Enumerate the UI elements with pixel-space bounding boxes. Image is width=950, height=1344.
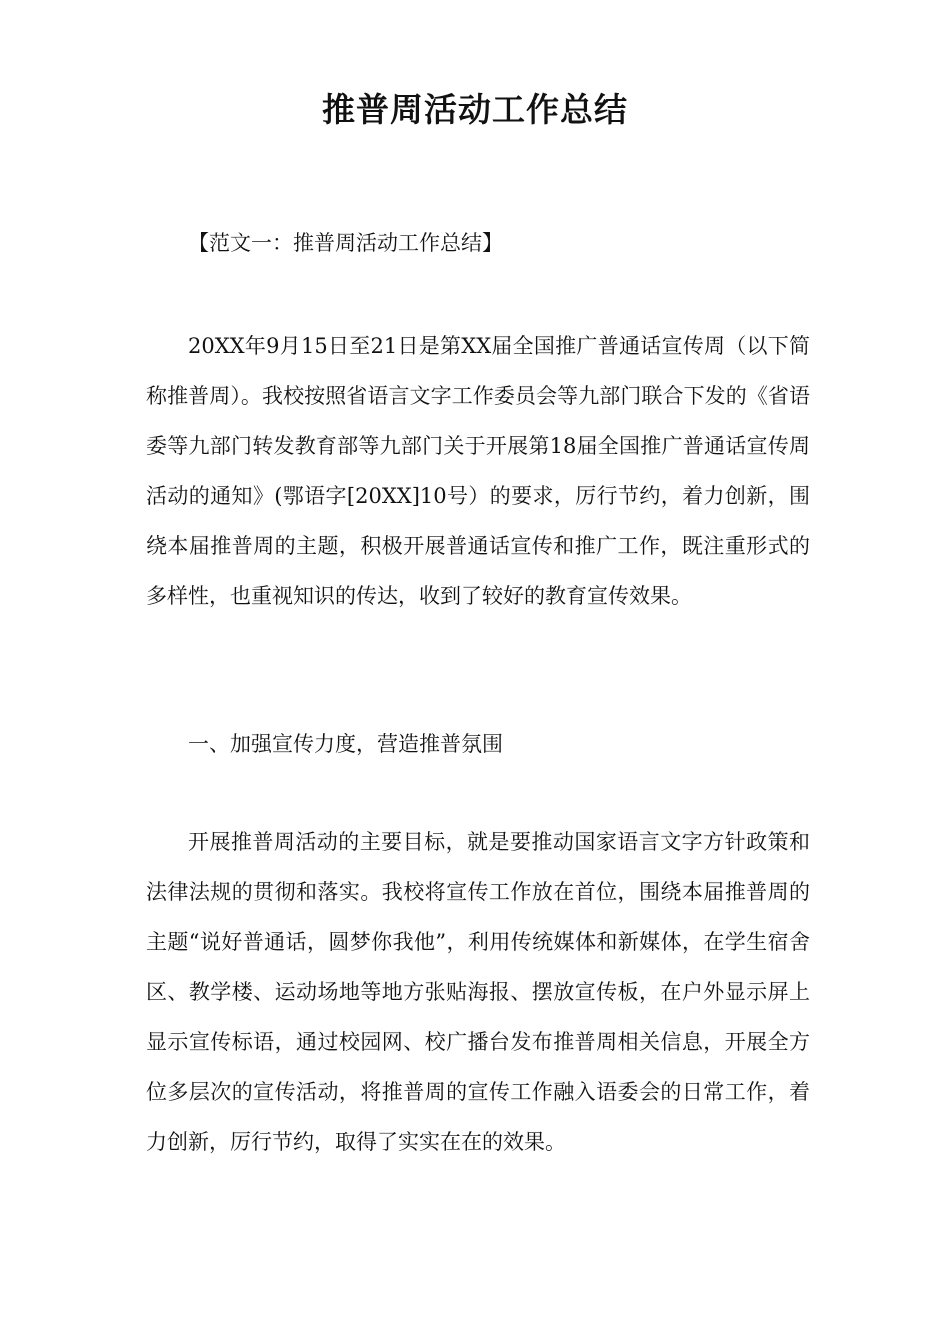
- section-label: 【范文一：推普周活动工作总结】: [188, 231, 503, 255]
- intro-paragraph: 20XX年9月15日至21日是第XX届全国推广普通话宣传周（以下简称推普周）。我校按照省语言文字工作委员会等九部门联合下发的《省语委等九部门转发教育部等九部门关于开展第18届全国推广普通话宣传周活动的通知》(鄂语字[20XX]10号）的要求，厉行节约，着力创新，围绕本届推普周的主题，积极开展普通话宣传和推广工作，既注重形式的多样性，也重视知识的传达，收到了较好的教育宣传效果。: [146, 334, 810, 608]
- section-heading-one: 一、加强宣传力度，营造推普氛围: [188, 732, 503, 756]
- paragraph-one: 开展推普周活动的主要目标，就是要推动国家语言文字方针政策和法律法规的贯彻和落实。我校将宣传工作放在首位，围绕本届推普周的主题“说好普通话，圆梦你我他”，利用传统媒体和新媒体，在学生宿舍区、教学楼、运动场地等地方张贴海报、摆放宣传板，在户外显示屏上显示宣传标语，通过校园网、校广播台发布推普周相关信息，开展全方位多层次的宣传活动，将推普周的宣传工作融入语委会的日常工作，着力创新，厉行节约，取得了实实在在的效果。: [146, 830, 810, 1154]
- document-title: 推普周活动工作总结: [322, 90, 628, 129]
